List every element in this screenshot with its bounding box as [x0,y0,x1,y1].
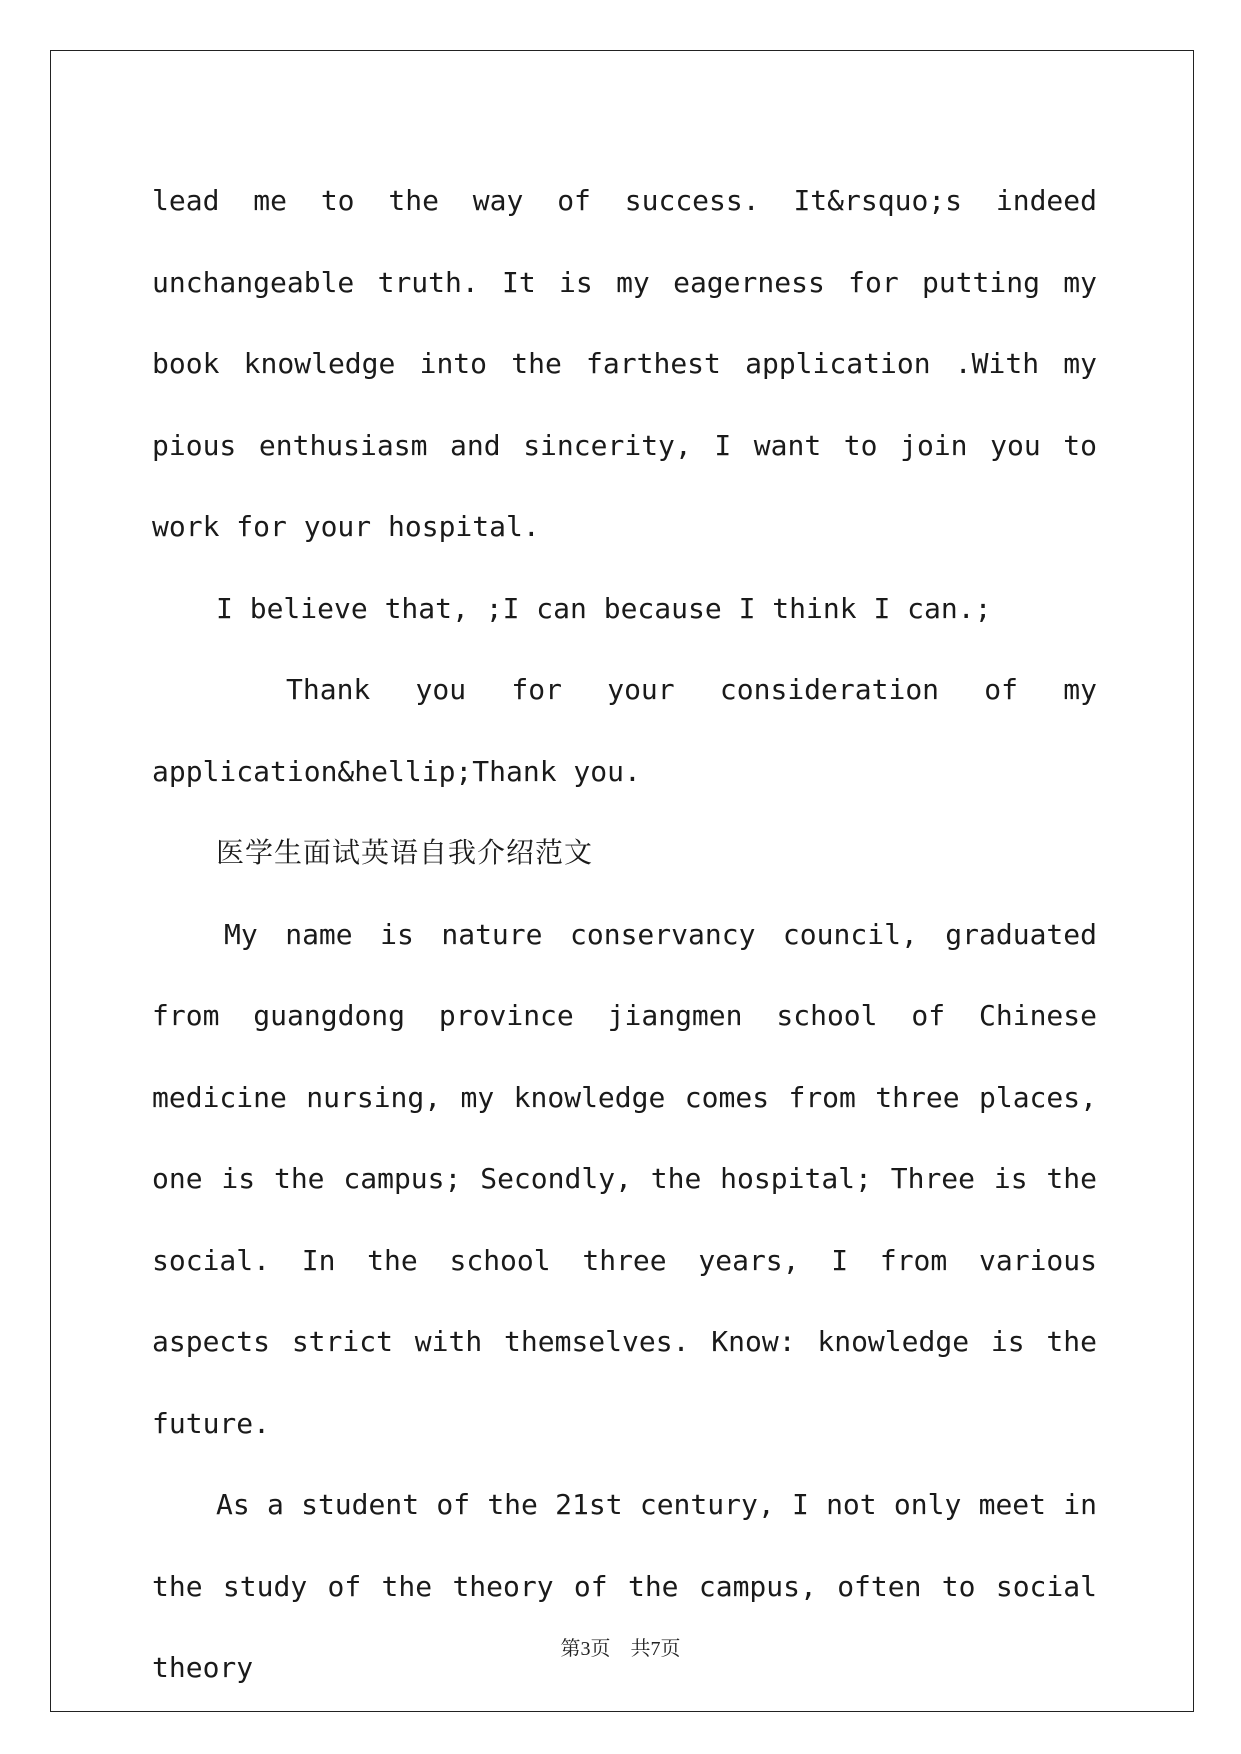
paragraph-belief: I believe that, ;I can because I think I can.; [216,591,992,625]
page-number: 第3页 共7页 [560,1638,681,1660]
document-body [152,160,1097,1709]
section-heading: 医学生面试英语自我介绍范文 [216,836,594,869]
paragraph-thanks: Thank you for your consideration of my application&hellip;Thank you. [152,673,1097,788]
paragraph-continuation: lead me to the way of success. It&rsquo;s indeed unchangeable truth. It is my eagerness for putting my book knowledge into the farthest application .With my pious enthusiasm and sincerity, I want to join you to work for your hospital. [152,184,1097,543]
paragraph-student: As a student of the 21st century, I not only meet in the study of the theory of the campus, often to social theory [152,1488,1097,1684]
paragraph-introduction: My name is nature conservancy council, graduated from guangdong province jiangmen school of Chinese medicine nursing, my knowledge comes from three places, one is the campus; Secondly, the hospital; Three is the social. In the school three years, I from various aspects strict with themselves. Know: knowledge is the future. [152,917,1097,1440]
